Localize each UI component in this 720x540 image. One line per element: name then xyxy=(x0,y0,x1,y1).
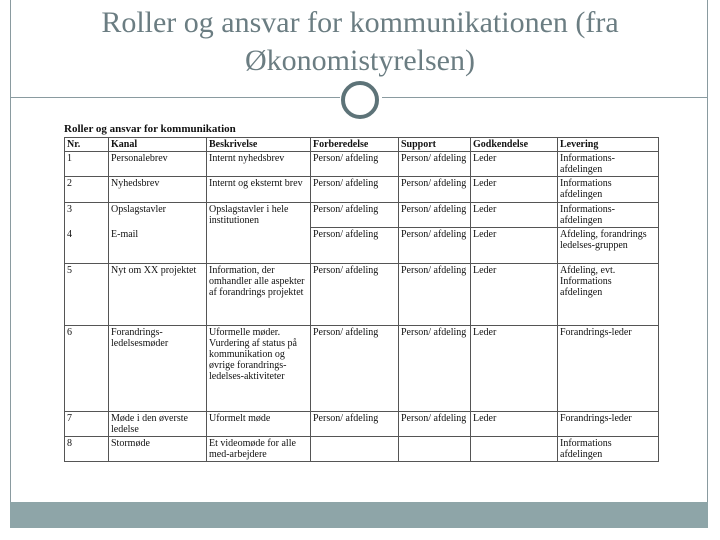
cell-godkendelse: Leder xyxy=(471,228,558,264)
cell-forberedelse: Person/ afdeling xyxy=(311,412,399,437)
cell-kanal: Opslagstavler xyxy=(109,203,207,228)
cell-nr: 7 xyxy=(65,412,109,437)
cell-kanal: Stormøde xyxy=(109,437,207,462)
slide-title-line-1: Roller og ansvar for kommunikationen (fra xyxy=(101,6,619,39)
cell-nr: 3 xyxy=(65,203,109,228)
table-row xyxy=(65,412,659,437)
cell-nr: 8 xyxy=(65,437,109,462)
cell-support: Person/ afdeling xyxy=(399,412,471,437)
cell-nr: 6 xyxy=(65,326,109,412)
cell-levering: Forandrings-leder xyxy=(558,326,659,412)
cell-support: Person/ afdeling xyxy=(399,264,471,326)
cell-beskrivelse: Uformelle møder. Vurdering af status på kommunikation og øvrige forandrings-ledelses-aktiviteter xyxy=(207,326,311,412)
cell-forberedelse: Person/ afdeling xyxy=(311,203,399,228)
cell-nr: 5 xyxy=(65,264,109,326)
cell-kanal: Møde i den øverste ledelse xyxy=(109,412,207,437)
cell-support: Person/ afdeling xyxy=(399,152,471,177)
cell-forberedelse: Person/ afdeling xyxy=(311,264,399,326)
table-row xyxy=(65,203,659,228)
header-levering: Levering xyxy=(558,138,659,152)
cell-beskrivelse: Et videomøde for alle med-arbejdere xyxy=(207,437,311,462)
header-nr: Nr. xyxy=(65,138,109,152)
cell-kanal: Nyhedsbrev xyxy=(109,177,207,203)
slide-frame-left xyxy=(10,0,11,502)
cell-godkendelse: Leder xyxy=(471,264,558,326)
cell-beskrivelse: Information, der omhandler alle aspekter af forandrings projektet xyxy=(207,264,311,326)
cell-support xyxy=(399,437,471,462)
cell-godkendelse: Leder xyxy=(471,152,558,177)
cell-forberedelse: Person/ afdeling xyxy=(311,177,399,203)
header-beskrivelse: Beskrivelse xyxy=(207,138,311,152)
header-forberedelse: Forberedelse xyxy=(311,138,399,152)
cell-nr: 2 xyxy=(65,177,109,203)
header-support: Support xyxy=(399,138,471,152)
cell-support: Person/ afdeling xyxy=(399,177,471,203)
cell-godkendelse: Leder xyxy=(471,412,558,437)
table-row xyxy=(65,152,659,177)
table-caption: Roller og ansvar for kommunikation xyxy=(64,123,236,135)
roles-table xyxy=(64,137,659,462)
slide-title xyxy=(18,4,702,80)
cell-forberedelse xyxy=(311,437,399,462)
cell-beskrivelse: Internt og eksternt brev xyxy=(207,177,311,203)
table-row xyxy=(65,437,659,462)
cell-forberedelse: Person/ afdeling xyxy=(311,152,399,177)
cell-levering: Afdeling, forandrings ledelses-gruppen xyxy=(558,228,659,264)
table-row xyxy=(65,228,659,264)
table-header-row xyxy=(65,138,659,152)
cell-godkendelse: Leder xyxy=(471,177,558,203)
cell-forberedelse: Person/ afdeling xyxy=(311,228,399,264)
cell-support: Person/ afdeling xyxy=(399,228,471,264)
cell-levering: Informations-afdelingen xyxy=(558,152,659,177)
table-row xyxy=(65,326,659,412)
cell-support: Person/ afdeling xyxy=(399,326,471,412)
table-row xyxy=(65,264,659,326)
cell-beskrivelse xyxy=(207,228,311,264)
slide-frame-right xyxy=(707,0,708,502)
circle-ornament-icon xyxy=(341,81,379,119)
cell-beskrivelse: Uformelt møde xyxy=(207,412,311,437)
cell-kanal: Personalebrev xyxy=(109,152,207,177)
cell-levering: Informations afdelingen xyxy=(558,177,659,203)
cell-godkendelse xyxy=(471,437,558,462)
cell-kanal: E-mail xyxy=(109,228,207,264)
cell-godkendelse: Leder xyxy=(471,203,558,228)
cell-nr: 4 xyxy=(65,228,109,264)
slide-title-line-2: Økonomistyrelsen) xyxy=(245,44,475,77)
table-row xyxy=(65,177,659,203)
cell-beskrivelse: Internt nyhedsbrev xyxy=(207,152,311,177)
title-divider-left xyxy=(10,97,340,98)
cell-nr: 1 xyxy=(65,152,109,177)
footer-bar xyxy=(10,502,708,528)
cell-forberedelse: Person/ afdeling xyxy=(311,326,399,412)
cell-levering: Forandrings-leder xyxy=(558,412,659,437)
cell-support: Person/ afdeling xyxy=(399,203,471,228)
cell-kanal: Nyt om XX projektet xyxy=(109,264,207,326)
cell-levering: Informations-afdelingen xyxy=(558,203,659,228)
cell-beskrivelse: Opslagstavler i hele institutionen xyxy=(207,203,311,228)
header-godkendelse: Godkendelse xyxy=(471,138,558,152)
cell-kanal: Forandrings-ledelsesmøder xyxy=(109,326,207,412)
title-divider-right xyxy=(382,97,708,98)
cell-levering: Informations afdelingen xyxy=(558,437,659,462)
cell-levering: Afdeling, evt. Informations afdelingen xyxy=(558,264,659,326)
cell-godkendelse: Leder xyxy=(471,326,558,412)
header-kanal: Kanal xyxy=(109,138,207,152)
